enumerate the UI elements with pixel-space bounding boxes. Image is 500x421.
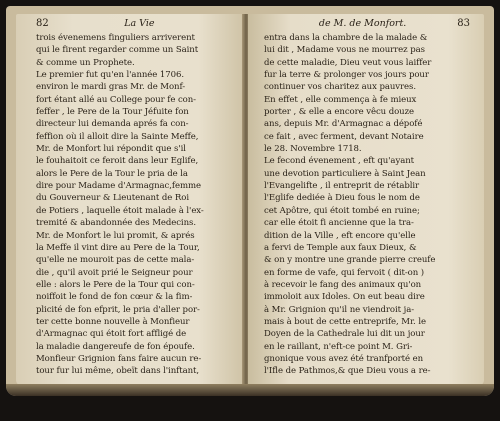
text-line: noiffoit le fond de fon cœur & la fim- [36, 292, 193, 303]
text-line: fur la terre & prolonger vos jours pour [264, 70, 429, 81]
text-line: à Mr. Grignion qu'il ne viendroit ja- [264, 304, 415, 315]
text-line: plicité de fon efprit, le pria d'aller por- [36, 304, 200, 315]
text-line: cet Apôtre, qui étoit tombé en ruine; [264, 205, 420, 216]
text-line: car elle étoit fi ancienne que la tra- [264, 218, 414, 229]
text-line: En effet , elle commença à fe mieux [264, 94, 417, 105]
text-line: le fouhaitoit ce feroit dans leur Eglife, [36, 156, 199, 167]
left-running-title: La Vie [124, 18, 155, 29]
text-line: tour fur lui même, obeït dans l'inftant, [36, 366, 200, 377]
right-running-head [268, 18, 470, 30]
text-line: feffion où il alloit dire la Sainte Meffe, [36, 131, 199, 142]
text-line: elle : alors le Pere de la Tour qui con- [36, 279, 195, 290]
text-line: immoloit aux Idoles. On eut beau dire [264, 292, 425, 303]
text-line: le 28. Novembre 1718. [264, 144, 362, 155]
text-line: une devotion particuliere à Saint Jean [264, 168, 426, 179]
right-page-text [264, 32, 470, 378]
text-line: à recevoir le fang des animaux qu'on [264, 279, 422, 290]
text-line: Mr. de Monfort le lui promit, & aprés [36, 230, 195, 241]
text-line: Le fecond évenement , eft qu'ayant [264, 156, 414, 167]
text-line: trois évenemens finguliers arriverent [36, 33, 195, 43]
text-line: a fervi de Temple aux faux Dieux, & [264, 242, 417, 253]
text-line: de Potiers , laquelle étoit malade à l'ex- [36, 205, 204, 216]
text-line: gnonique vous avez été tranfporté en [264, 353, 424, 364]
text-line: tremité & abandonnée des Medecins. [36, 218, 196, 229]
text-line: la Meffe il vint dire au Pere de la Tour, [36, 242, 200, 253]
text-line: & comme un Prophete. [36, 57, 135, 68]
text-line: de cette maladie, Dieu veut vous laiffer [264, 57, 432, 68]
text-line: dition de la Ville , eft encore qu'elle [264, 230, 416, 241]
text-line: die , qu'il avoit prié le Seigneur pour [36, 267, 193, 278]
text-line: dire pour Madame d'Armagnac,femme [36, 181, 201, 192]
text-line: l'Eglife dediée à Dieu fous le nom de [264, 193, 420, 204]
text-line: Mr. de Monfort lui répondit que s'il [36, 144, 186, 155]
text-line: Doyen de la Cathedrale lui dit un jour [264, 329, 425, 340]
text-line: porter , & elle a encore vêcu douze [264, 107, 415, 118]
right-running-title: de M. de Monfort. [318, 18, 407, 29]
text-line: ter cette bonne nouvelle à Monfieur [36, 316, 190, 327]
text-line: entra dans la chambre de la malade & [264, 33, 428, 43]
text-line: environ le mardi gras Mr. de Monf- [36, 82, 186, 93]
text-line: la maladie dangereufe de fon époufe. [36, 341, 195, 352]
text-line: ce fait , avec ferment, devant Notaire [264, 131, 424, 142]
left-page-text [36, 32, 232, 378]
text-line: continuer vos charitez aux pauvres. [264, 82, 416, 93]
text-line: Monfieur Grignion fans faire aucun re- [36, 353, 202, 364]
text-line: directeur lui demanda aprés fa con- [36, 119, 189, 130]
right-page-number: 83 [457, 18, 470, 29]
text-line: mais à bout de cette entreprife, Mr. le [264, 316, 426, 327]
open-book [6, 6, 494, 396]
text-line: qui le firent regarder comme un Saint [36, 45, 199, 56]
text-line: alors le Pere de la Tour le pria de la [36, 168, 188, 179]
right-page [248, 14, 484, 386]
text-line: du Gouverneur & Lieutenant de Roi [36, 193, 189, 204]
text-line: Le premier fut qu'en l'année 1706. [36, 70, 184, 81]
text-line: feffer , le Pere de la Tour Jéfuite fon [36, 107, 189, 118]
text-line: d'Armagnac qui étoit fort affligé de [36, 329, 187, 340]
text-line: l'Ifle de Pathmos,& que Dieu vous a re- [264, 366, 431, 377]
left-page-number: 82 [36, 18, 49, 29]
left-running-head [36, 18, 230, 30]
text-line: lui dit , Madame vous ne mourrez pas [264, 45, 425, 56]
text-line: en forme de vafe, qui fervoit ( dit-on ) [264, 267, 425, 278]
text-line: qu'elle ne mouroit pas de cette mala- [36, 255, 195, 266]
text-line: fort étant allé au College pour fe con- [36, 94, 196, 105]
text-line: l'Evangelifte , il entreprit de rétablir [264, 181, 420, 192]
text-line: ans, depuis Mr. d'Armagnac a dépofé [264, 119, 423, 130]
left-page [16, 14, 244, 386]
text-line: en le raillant, n'eft-ce point M. Gri- [264, 341, 413, 352]
book-bottom-edge [6, 384, 494, 396]
text-line: & on y montre une grande pierre creufe [264, 255, 436, 266]
